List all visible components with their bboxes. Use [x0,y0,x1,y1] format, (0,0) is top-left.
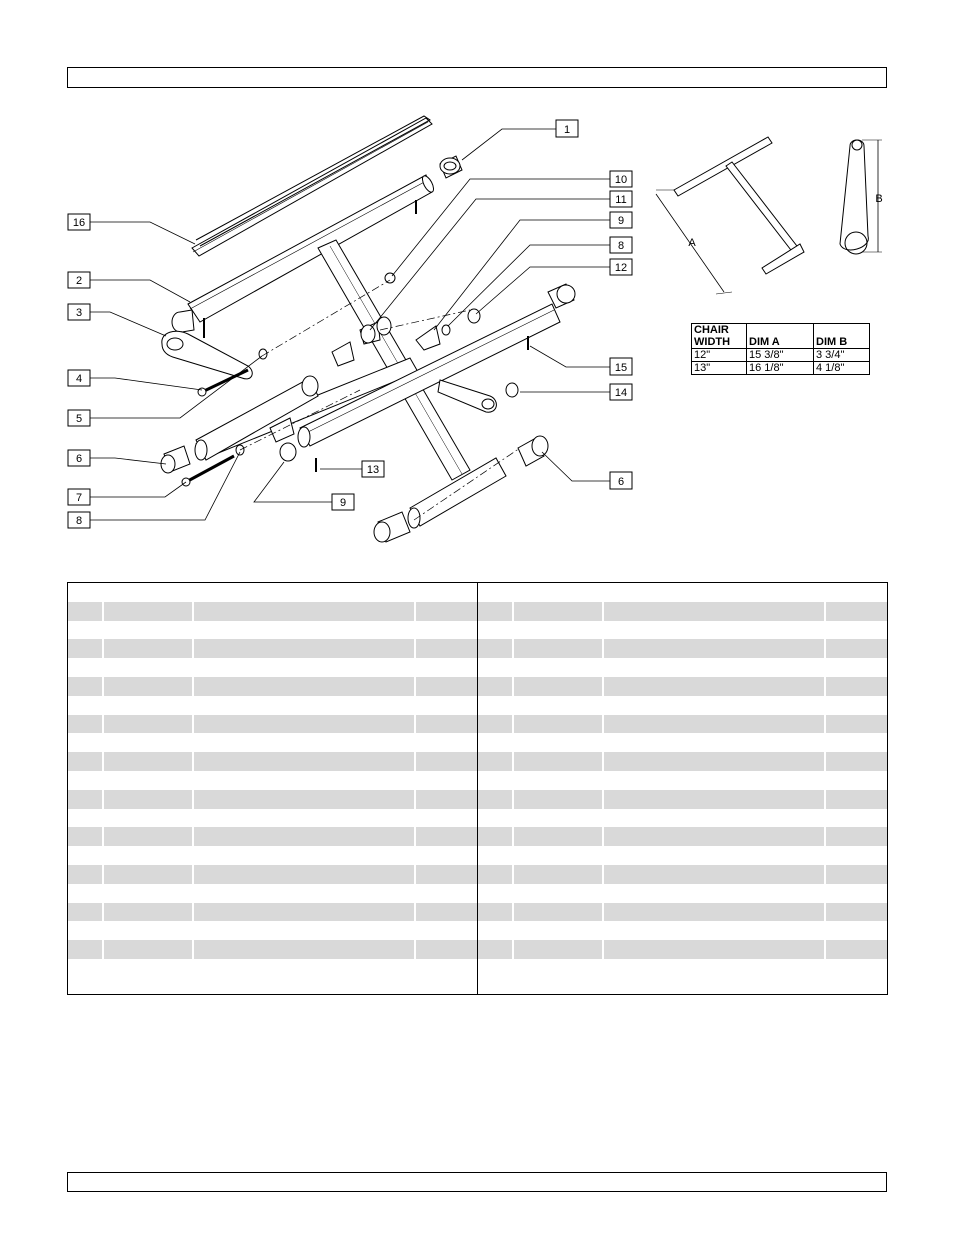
parts-list-cell [68,752,104,771]
callout-1: 1 [563,124,571,136]
parts-list-cell [604,715,826,734]
parts-list-cell [604,903,826,922]
parts-list-row [478,639,888,658]
parts-list-cell [478,865,514,884]
parts-list-cell [514,809,604,828]
parts-list-cell [194,865,416,884]
parts-list-cell [604,865,826,884]
parts-list-cell [514,903,604,922]
parts-list-cell [416,696,477,715]
dim-table-cell-width: 12" [692,349,747,362]
parts-list-cell [514,639,604,658]
bushing-9 [416,326,440,350]
parts-list-cell [826,846,888,865]
dim-table-header-dim-a: DIM A [747,324,814,349]
parts-list-cell [604,809,826,828]
parts-list-cell [826,658,888,677]
dim-table-row [692,362,870,375]
parts-list-cell [826,809,888,828]
parts-list-cell [514,865,604,884]
dim-table-cell-dim-a: 16 1/8" [747,362,814,375]
parts-list-cell [194,639,416,658]
parts-list-row [478,865,888,884]
parts-list-row [478,771,888,790]
parts-list-cell [826,940,888,959]
callout-15: 15 [614,362,628,374]
parts-list-cell [604,583,826,602]
parts-list-cell [604,940,826,959]
bolt-4 [198,370,248,396]
parts-list-cell [194,583,416,602]
parts-list-row [478,733,888,752]
parts-list-row [68,959,477,978]
parts-list-cell [104,639,194,658]
parts-list-cell [194,715,416,734]
parts-list-row [68,658,477,677]
callout-14: 14 [614,387,628,399]
parts-list-cell [514,940,604,959]
parts-list-row [478,621,888,640]
parts-list-cell [68,846,104,865]
parts-list-cell [68,639,104,658]
callout-5: 5 [75,413,83,425]
link-arm-3 [162,331,252,379]
parts-list-cell [514,827,604,846]
parts-list-row [68,865,477,884]
parts-list-cell [416,677,477,696]
upper-seat-tube [188,174,436,322]
end-cap-6-left [161,446,190,473]
parts-list-cell [514,733,604,752]
parts-list-row [68,846,477,865]
parts-list-cell [514,846,604,865]
parts-list-cell [514,921,604,940]
dimension-a-label: A [688,237,696,249]
parts-list-cell [68,771,104,790]
parts-list-cell [416,809,477,828]
parts-list-cell [68,809,104,828]
callout-9-lower: 9 [339,497,347,509]
dim-table-row [692,349,870,362]
parts-list-cell [68,940,104,959]
parts-list-cell [194,809,416,828]
parts-list-cell [826,583,888,602]
parts-list-cell [514,790,604,809]
bolt-7 [182,456,234,486]
parts-list-row [68,583,477,602]
parts-list-cell [416,865,477,884]
callout-2: 2 [75,275,83,287]
parts-list-row [68,733,477,752]
parts-list-cell [826,903,888,922]
parts-list-cell [194,959,416,978]
parts-list-column-right [478,583,888,994]
parts-list-cell [416,827,477,846]
callout-11: 11 [615,194,627,206]
parts-list-row [68,809,477,828]
parts-list-cell [416,583,477,602]
parts-list-row [478,752,888,771]
parts-list-row [68,827,477,846]
parts-list-cell [478,771,514,790]
parts-list-cell [604,639,826,658]
parts-list-cell [68,583,104,602]
parts-list-row [478,658,888,677]
parts-list-cell [416,715,477,734]
parts-list-cell [604,884,826,903]
parts-list-cell [478,790,514,809]
parts-list-cell [104,771,194,790]
parts-list-row [478,715,888,734]
callout-6-left: 6 [75,453,83,465]
parts-list-cell [104,621,194,640]
parts-list-cell [104,884,194,903]
parts-list-row [478,602,888,621]
parts-list-cell [104,940,194,959]
frame-detail-a [656,137,804,294]
parts-list-row [478,921,888,940]
parts-list-cell [604,959,826,978]
parts-list-cell [604,677,826,696]
parts-list-cell [68,884,104,903]
callout-13: 13 [366,464,380,476]
parts-list-row [478,940,888,959]
parts-list-cell [478,921,514,940]
parts-list-cell [194,903,416,922]
parts-list-cell [104,865,194,884]
parts-list-cell [104,790,194,809]
parts-list-cell [194,884,416,903]
parts-list-cell [514,959,604,978]
parts-list-cell [604,752,826,771]
parts-list-cell [478,903,514,922]
parts-list-cell [194,940,416,959]
parts-list-row [68,696,477,715]
parts-list-cell [194,846,416,865]
parts-list-cell [826,677,888,696]
parts-list-cell [478,602,514,621]
parts-list-cell [826,827,888,846]
parts-list-cell [604,790,826,809]
callout-7: 7 [75,492,83,504]
callout-8-left: 8 [75,515,83,527]
parts-list-cell [826,733,888,752]
parts-list-cell [478,621,514,640]
parts-list-cell [416,621,477,640]
parts-list-cell [478,715,514,734]
page-footer-box [67,1172,887,1192]
parts-list-cell [604,696,826,715]
parts-list-cell [514,696,604,715]
parts-list-cell [104,846,194,865]
end-cap-1 [440,156,462,178]
parts-list-cell [478,809,514,828]
parts-list-cell [604,921,826,940]
callout-12: 12 [614,262,628,274]
parts-list-cell [478,846,514,865]
parts-list-cell [104,583,194,602]
callout-3: 3 [75,307,83,319]
parts-list-row [68,677,477,696]
parts-list-row [68,884,477,903]
parts-list-cell [416,639,477,658]
parts-list-row [68,771,477,790]
parts-list-cell [68,621,104,640]
parts-list-cell [416,884,477,903]
parts-list-row [68,903,477,922]
parts-list-cell [194,602,416,621]
parts-list-cell [416,771,477,790]
dim-table-header-width: CHAIR WIDTH [692,324,747,349]
dim-table-cell-dim-b: 3 3/4" [814,349,870,362]
bottom-end-cap [374,512,410,542]
parts-list-row [478,959,888,978]
parts-list-cell [194,658,416,677]
parts-list-cell [68,677,104,696]
parts-list-cell [826,771,888,790]
parts-list-cell [104,809,194,828]
parts-list-cell [604,771,826,790]
bushing-14 [506,383,518,397]
parts-list-row [478,583,888,602]
parts-list-cell [478,677,514,696]
parts-list-cell [194,733,416,752]
callout-8-right: 8 [617,240,625,252]
parts-list-cell [826,602,888,621]
parts-list-cell [514,715,604,734]
parts-list-cell [514,771,604,790]
callout-16: 16 [72,217,86,229]
parts-list-cell [826,752,888,771]
parts-list-row [68,752,477,771]
dimension-b-label: B [875,193,883,205]
parts-list-cell [68,827,104,846]
parts-list-cell [104,677,194,696]
parts-list-cell [416,733,477,752]
parts-list-cell [194,621,416,640]
parts-list-cell [68,602,104,621]
link-arm-right [438,380,496,412]
parts-list-row [68,602,477,621]
parts-list-cell [68,715,104,734]
parts-list-cell [68,658,104,677]
parts-list-row [478,846,888,865]
parts-list-cell [194,752,416,771]
parts-list-cell [416,846,477,865]
spacer-middle [332,342,354,366]
parts-list-cell [604,733,826,752]
parts-list-cell [104,733,194,752]
dim-table-header-dim-b: DIM B [814,324,870,349]
callout-4: 4 [75,373,83,385]
parts-list-row [478,677,888,696]
parts-list-cell [194,677,416,696]
parts-list-cell [416,752,477,771]
parts-list-cell [478,752,514,771]
parts-list-cell [104,658,194,677]
parts-list-cell [104,752,194,771]
parts-list-cell [826,959,888,978]
parts-list-cell [826,790,888,809]
parts-list-cell [826,884,888,903]
parts-list-cell [194,771,416,790]
parts-list-cell [604,621,826,640]
parts-list-cell [68,733,104,752]
parts-list-cell [68,790,104,809]
parts-list-cell [826,865,888,884]
nut-12 [468,309,480,323]
parts-list-cell [68,696,104,715]
parts-list-cell [604,658,826,677]
parts-list-cell [514,677,604,696]
dim-table-cell-dim-a: 15 3/8" [747,349,814,362]
parts-list-cell [416,602,477,621]
parts-list-cell [478,696,514,715]
parts-list-cell [104,827,194,846]
parts-list-cell [68,903,104,922]
parts-list-cell [514,583,604,602]
parts-list-row [478,696,888,715]
parts-list-cell [68,921,104,940]
parts-list-row [68,715,477,734]
parts-list-row [68,639,477,658]
parts-list-cell [826,639,888,658]
end-cap-6-right [518,436,548,466]
parts-list-cell [826,921,888,940]
parts-list-cell [826,715,888,734]
parts-list-cell [416,790,477,809]
callout-9-right: 9 [617,215,625,227]
parts-list-cell [194,921,416,940]
parts-list-cell [478,827,514,846]
parts-list-cell [416,921,477,940]
parts-list-row [68,921,477,940]
parts-list-cell [478,583,514,602]
parts-list-row [478,809,888,828]
upholstery-rail [192,116,432,256]
parts-list-cell [514,602,604,621]
parts-list-cell [104,715,194,734]
dimension-table [691,323,870,375]
parts-list-cell [104,602,194,621]
parts-list-cell [194,827,416,846]
parts-list-cell [194,790,416,809]
parts-list-row [478,827,888,846]
upper-tube-plug [172,310,194,332]
parts-list-cell [514,752,604,771]
parts-list-cell [68,959,104,978]
parts-list-cell [478,733,514,752]
parts-list-column-left [68,583,478,994]
parts-list-cell [478,658,514,677]
parts-list-cell [104,959,194,978]
parts-list-cell [826,621,888,640]
callout-10: 10 [614,174,628,186]
parts-list-cell [194,696,416,715]
dim-table-cell-width: 13" [692,362,747,375]
parts-list-cell [514,884,604,903]
parts-list-row [478,790,888,809]
parts-list-cell [514,621,604,640]
parts-list-cell [604,846,826,865]
parts-list-cell [478,884,514,903]
parts-list-cell [478,639,514,658]
parts-list-cell [826,696,888,715]
parts-list-row [68,940,477,959]
bushing-9-lower [280,443,296,461]
parts-list-cell [416,959,477,978]
parts-list-cell [604,827,826,846]
dim-table-cell-dim-b: 4 1/8" [814,362,870,375]
parts-list-cell [104,903,194,922]
parts-list-row [68,621,477,640]
parts-list-row [478,884,888,903]
parts-list-cell [104,696,194,715]
parts-list-cell [104,921,194,940]
parts-list-grid [67,582,888,995]
parts-list-cell [478,959,514,978]
parts-list-cell [416,903,477,922]
parts-list-cell [416,940,477,959]
parts-list-cell [68,865,104,884]
washer-8-right [442,325,450,335]
parts-list-cell [604,602,826,621]
parts-list-cell [514,658,604,677]
parts-list-row [478,903,888,922]
parts-list-cell [478,940,514,959]
callout-6-right: 6 [617,476,625,488]
parts-list-row [68,790,477,809]
parts-list-cell [416,658,477,677]
